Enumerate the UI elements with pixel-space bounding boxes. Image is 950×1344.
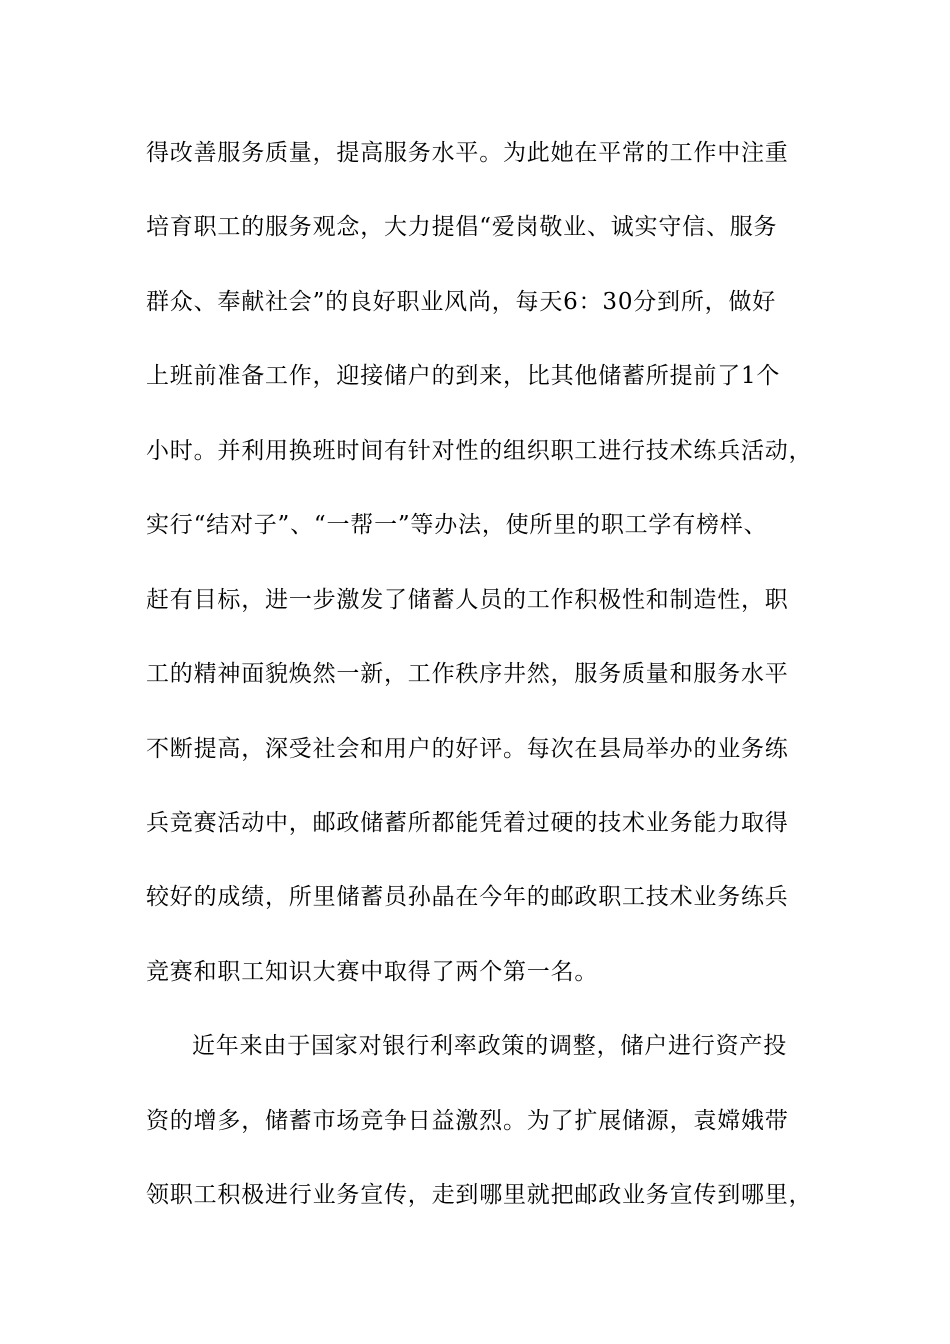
paragraph-first-line: 近年来由于国家对银行利率政策的调整，储户进行资产投 (192, 1033, 787, 1059)
text-line: 竞赛和职工知识大赛中取得了两个第一名。 (146, 959, 599, 985)
text-line: 得改善服务质量，提高服务水平。为此她在平常的工作中注重 (146, 140, 789, 166)
text-line: 资的增多，储蓄市场竞争日益激烈。为了扩展储源，袁嫦娥带 (146, 1108, 789, 1134)
text-line: 赶有目标，进一步激发了储蓄人员的工作积极性和制造性，职 (146, 587, 789, 613)
text-line: 实行“结对子”、“一帮一”等办法，使所里的职工学有榜样、 (146, 512, 768, 538)
text-line: 群众、奉献社会”的良好职业风尚，每天6：30分到所，做好 (146, 289, 777, 315)
text-line: 兵竞赛活动中，邮政储蓄所都能凭着过硬的技术业务能力取得 (146, 810, 789, 836)
text-line: 较好的成绩，所里储蓄员孙晶在今年的邮政职工技术业务练兵 (146, 884, 789, 910)
text-line: 领职工积极进行业务宣传，走到哪里就把邮政业务宣传到哪里， (146, 1182, 813, 1208)
text-line: 不断提高，深受社会和用户的好评。每次在县局举办的业务练 (146, 736, 789, 762)
text-line: 培育职工的服务观念，大力提倡“爱岗敬业、诚实守信、服务 (146, 214, 778, 240)
text-line: 小时。并利用换班时间有针对性的组织职工进行技术练兵活动， (146, 438, 813, 464)
text-line: 上班前准备工作，迎接储户的到来，比其他储蓄所提前了1个 (146, 363, 781, 389)
text-line: 工的精神面貌焕然一新，工作秩序井然，服务质量和服务水平 (146, 661, 789, 687)
